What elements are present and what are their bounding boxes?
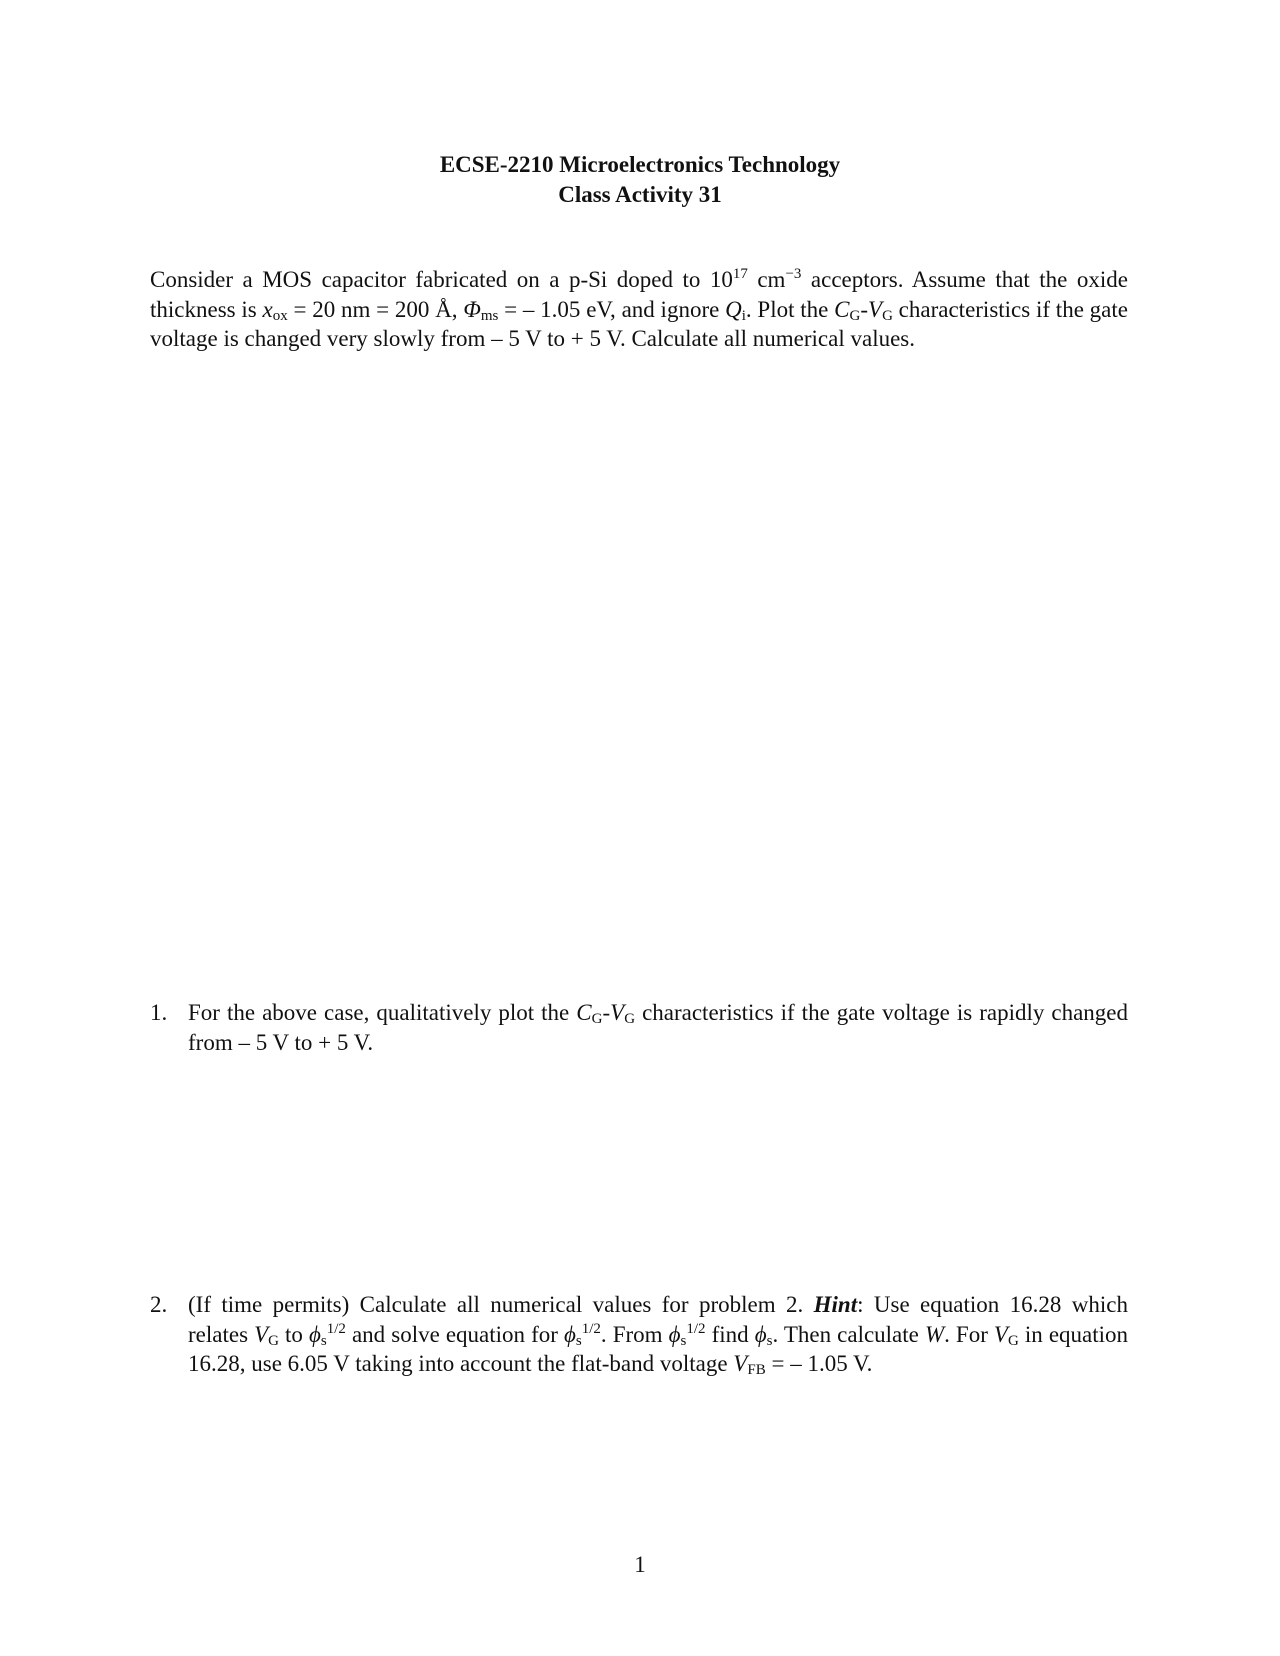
intro-text: acceptors. Assume that the oxide thickness is — [150, 267, 1128, 322]
symbol-phi: ϕ — [668, 1321, 681, 1347]
intro-text: cm — [747, 267, 786, 292]
page-number: 1 — [634, 1552, 646, 1577]
exponent-half: 1/2 — [686, 1320, 706, 1337]
question-text: to — [278, 1321, 309, 1347]
symbol-v: V — [993, 1321, 1008, 1347]
subscript-g: G — [1007, 1332, 1019, 1349]
question-text: in equation 16.28, use 6.05 V taking into account the flat-band voltage — [188, 1321, 1129, 1376]
subscript-g: G — [591, 1011, 603, 1027]
question-body — [188, 1290, 1128, 1379]
symbol-c: C — [834, 296, 850, 322]
subscript-ms: ms — [480, 307, 499, 324]
subscript-i: i — [741, 307, 746, 324]
symbol-phi-ms: Φ — [463, 296, 481, 322]
subscript-g: G — [624, 1011, 636, 1027]
intro-text: = 20 nm = 200 Å, — [287, 296, 464, 322]
symbol-c: C — [576, 1000, 592, 1025]
subscript-s: s — [680, 1332, 687, 1349]
subscript-fb: FB — [747, 1362, 766, 1378]
symbol-v: V — [610, 1000, 625, 1025]
question-number: 1. — [150, 1000, 168, 1025]
symbol-v: V — [254, 1321, 269, 1347]
symbol-v: V — [733, 1351, 748, 1376]
question-text: find — [705, 1321, 755, 1347]
intro-text: characteristics if the gate voltage is changed very slowly from – 5 V to + 5 V. Calculate all numerical values. — [150, 296, 1128, 351]
question-text: . Then calculate — [772, 1321, 925, 1347]
subscript-g: G — [882, 307, 893, 324]
question-text: . From — [600, 1321, 669, 1347]
subscript-g: G — [268, 1332, 279, 1349]
course-title: ECSE-2210 Microelectronics Technology — [439, 152, 841, 177]
activity-title: Class Activity 31 — [558, 182, 722, 207]
question-body — [188, 998, 1128, 1057]
symbol-phi: ϕ — [309, 1321, 321, 1347]
intro-text: . Plot the — [745, 296, 835, 322]
unit-exponent: −3 — [785, 266, 802, 282]
doping-exponent: 17 — [732, 266, 748, 282]
symbol-phi: ϕ — [563, 1321, 576, 1347]
question-text: : Use equation 16.28 which relates — [188, 1292, 1128, 1347]
question-text: and solve equation for — [345, 1321, 564, 1347]
symbol-w: W — [924, 1321, 945, 1347]
symbol-x: x — [262, 296, 273, 322]
question-1 — [150, 998, 1128, 1057]
question-text: characteristics if the gate voltage is rapidly changed from – 5 V to + 5 V. — [188, 1000, 1128, 1055]
subscript-ox: ox — [272, 307, 288, 324]
document-header — [0, 150, 1280, 210]
subscript-s: s — [575, 1332, 582, 1349]
question-text: (If time permits) Calculate all numerical values for problem 2. — [188, 1292, 814, 1317]
subscript-s: s — [320, 1332, 327, 1349]
intro-text: Consider a MOS capacitor fabricated on a p-Si doped to 10 — [150, 267, 733, 292]
hint-label: Hint — [813, 1292, 858, 1317]
intro-paragraph — [150, 265, 1128, 354]
subscript-g: G — [849, 307, 861, 324]
symbol-q: Q — [725, 296, 742, 322]
hyphen: - — [602, 1000, 611, 1025]
intro-text: = – 1.05 eV, and ignore — [498, 296, 726, 322]
subscript-s: s — [766, 1332, 773, 1349]
hyphen: - — [860, 296, 868, 322]
question-text: . For — [944, 1321, 994, 1347]
exponent-half: 1/2 — [581, 1320, 601, 1337]
symbol-v: V — [868, 296, 883, 322]
question-2 — [150, 1290, 1128, 1379]
question-number: 2. — [150, 1292, 168, 1317]
exponent-half: 1/2 — [326, 1320, 346, 1337]
symbol-phi: ϕ — [754, 1321, 767, 1347]
question-text: = – 1.05 V. — [765, 1351, 873, 1376]
question-text: For the above case, qualitatively plot the — [188, 1000, 577, 1025]
